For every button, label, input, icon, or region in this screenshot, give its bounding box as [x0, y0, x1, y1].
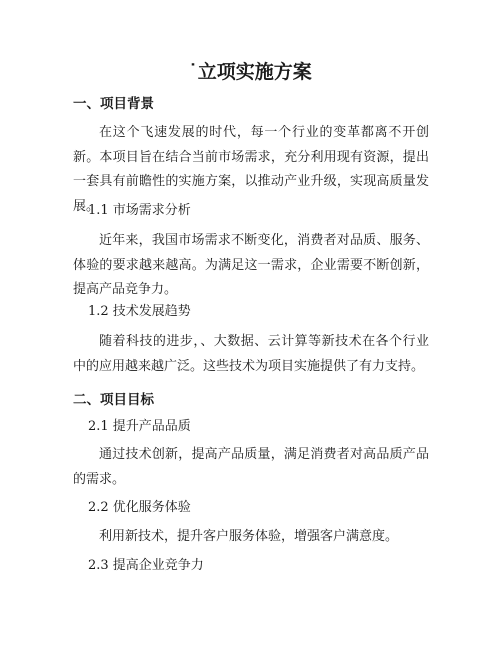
subsection-heading-service-experience: 2.2 优化服务体验: [88, 500, 191, 515]
subsection-heading-tech-trends: 1.2 技术发展趋势: [88, 304, 191, 319]
section-heading-goals: 二、项目目标: [73, 392, 154, 408]
document-title: ˙立项实施方案: [188, 61, 312, 83]
subsection-heading-competitiveness: 2.3 提高企业竞争力: [88, 558, 204, 573]
subsection-heading-market-demand: 1.1 市场需求分析: [88, 203, 191, 218]
paragraph-product-quality: 通过技术创新，提高产品质量，满足消费者对高品质产品的需求。: [73, 447, 429, 487]
paragraph-market-demand: 近年来，我国市场需求不断变化，消费者对品质、服务、体验的要求越来越高。为满足这一需求，企业需要不断创新，提高产品竞争力。: [73, 233, 429, 297]
subsection-heading-product-quality: 2.1 提升产品品质: [88, 419, 191, 434]
section-heading-background: 一、项目背景: [73, 96, 154, 112]
paragraph-tech-trends: 随着科技的进步，、大数据、云计算等新技术在各个行业中的应用越来越广泛。这些技术为项目实施提供了有力支持。: [73, 334, 429, 374]
paragraph-background-intro: 在这个飞速发展的时代，每一个行业的变革都离不开创新。本项目旨在结合当前市场需求，充分利用现有资源，提出一套具有前瞻性的实施方案，以推动产业升级，实现高质量发展。: [73, 125, 429, 214]
paragraph-service-experience: 利用新技术，提升客户服务体验，增强客户满意度。: [99, 529, 399, 544]
